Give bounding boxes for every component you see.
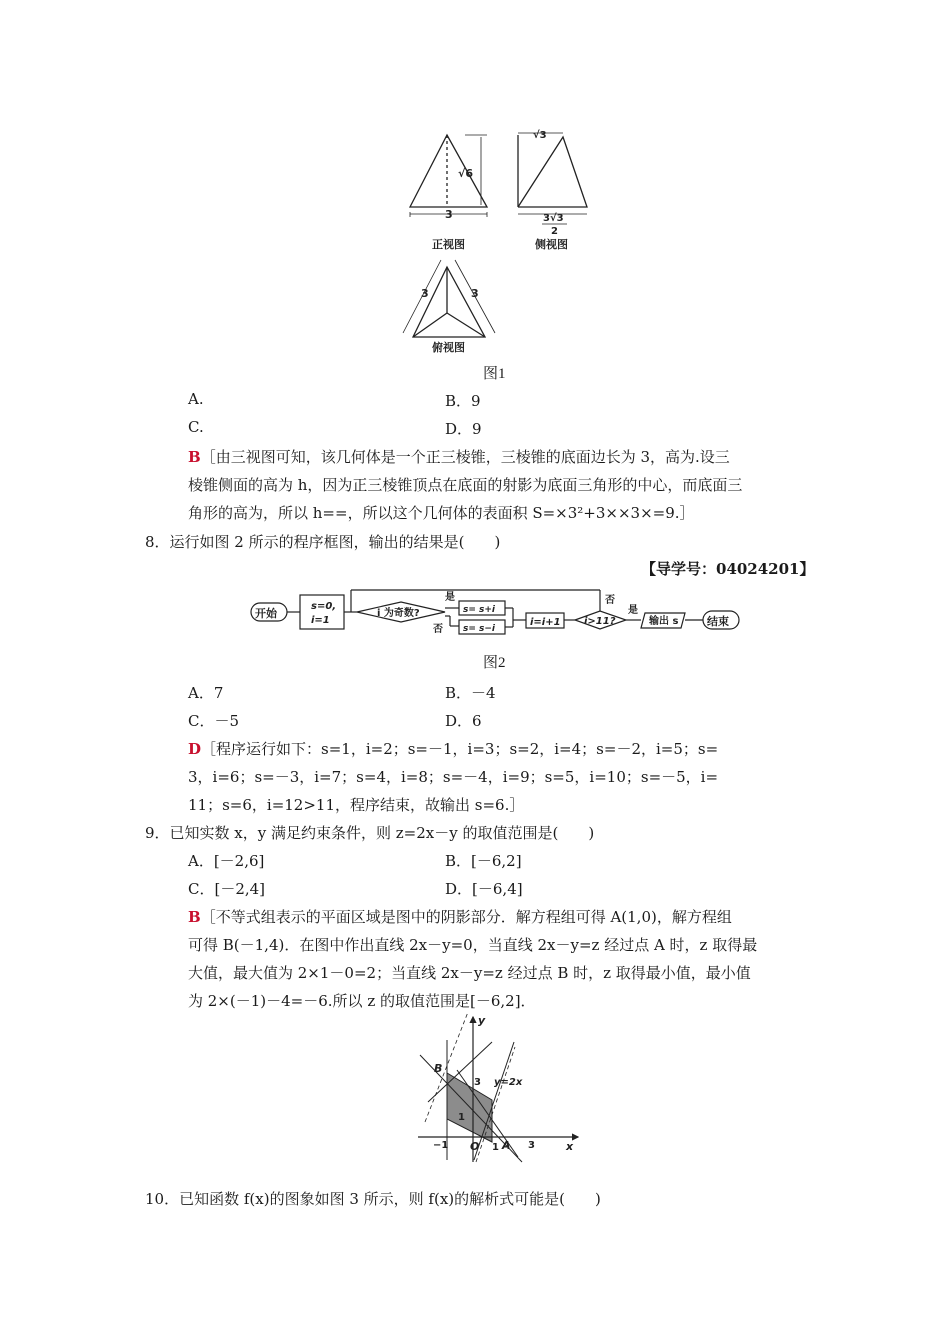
q8-option-c: C．－5 bbox=[188, 712, 240, 730]
q9-stem: 9．已知实数 x，y 满足约束条件，则 z=2x－y 的取值范围是( ) bbox=[145, 824, 595, 842]
figure-2-caption: 图2 bbox=[483, 655, 506, 671]
side-base-num: 3√3 bbox=[543, 213, 564, 224]
front-height-label: √6 bbox=[458, 167, 473, 180]
flow-sub: s= s−i bbox=[463, 624, 496, 634]
side-view-label: 侧视图 bbox=[535, 238, 568, 251]
q9-option-b: B．[－6,2] bbox=[445, 852, 522, 870]
graph-label-1x: 1 bbox=[492, 1142, 499, 1153]
q8-reference-number: 【导学号：04024201】 bbox=[641, 560, 815, 578]
top-right-label: 3 bbox=[471, 287, 479, 300]
q7-option-c: C. bbox=[188, 418, 204, 436]
q7-answer: B bbox=[188, 448, 201, 466]
side-view bbox=[518, 133, 587, 214]
flow-init-i: i=1 bbox=[311, 615, 330, 626]
graph-label-1y: 1 bbox=[458, 1112, 465, 1123]
top-left-label: 3 bbox=[421, 287, 429, 300]
q7-solution-line-2: 棱锥侧面的高为 h，因为正三棱锥顶点在底面的射影为底面三角形的中心，而底面三 bbox=[188, 476, 743, 494]
front-view-label: 正视图 bbox=[432, 238, 465, 251]
graph-label-a: A bbox=[502, 1139, 511, 1152]
side-top-label: √3 bbox=[533, 130, 547, 141]
side-base-den: 2 bbox=[551, 226, 558, 237]
q9-region-graph bbox=[410, 1012, 585, 1167]
flow-add: s= s+i bbox=[463, 605, 496, 615]
front-base-label: 3 bbox=[445, 208, 453, 221]
q8-solution-line-1: D［程序运行如下：s=1，i=2；s=－1，i=3；s=2，i=4；s=－2，i=5；s= bbox=[188, 740, 719, 758]
flow-yes2: 是 bbox=[628, 605, 638, 616]
top-view bbox=[403, 260, 495, 337]
q9-solution-line-2: 可得 B(－1,4)．在图中作出直线 2x－y=0，当直线 2x－y=z 经过点 A 时，z 取得最 bbox=[188, 936, 758, 954]
q8-stem: 8．运行如图 2 所示的程序框图，输出的结果是( ) bbox=[145, 533, 501, 551]
q7-option-d: D．9 bbox=[445, 420, 482, 438]
q7-solution-line-1: B［由三视图可知，该几何体是一个正三棱锥，三棱锥的底面边长为 3，高为.设三 bbox=[188, 448, 730, 466]
q9-option-d: D．[－6,4] bbox=[445, 880, 523, 898]
graph-label-b: B bbox=[434, 1062, 443, 1075]
q8-option-d: D．6 bbox=[445, 712, 482, 730]
top-view-label: 俯视图 bbox=[432, 341, 465, 354]
flow-no2: 否 bbox=[605, 595, 615, 606]
q8-answer: D bbox=[188, 740, 202, 758]
figure-2-flowchart bbox=[245, 585, 745, 640]
q8-option-b: B．－4 bbox=[445, 684, 496, 702]
q8-solution-line-2: 3，i=6；s=－3，i=7；s=4，i=8；s=－4，i=9；s=5，i=10；s=－5，i= bbox=[188, 768, 719, 786]
figure-1-three-views bbox=[395, 125, 595, 355]
q8-option-a: A．7 bbox=[188, 684, 224, 702]
q9-solution-line-3: 大值，最大值为 2×1－0=2；当直线 2x－y=z 经过点 B 时，z 取得最小值，最小值 bbox=[188, 964, 751, 982]
q9-option-c: C．[－2,4] bbox=[188, 880, 266, 898]
flow-yes1: 是 bbox=[445, 592, 455, 603]
flow-inc: i=i+1 bbox=[530, 617, 561, 628]
front-view bbox=[410, 135, 487, 217]
flow-cond1: i 为奇数? bbox=[377, 608, 420, 619]
q8-solution-line-3: 11；s=6，i=12>11，程序结束，故输出 s=6.］ bbox=[188, 796, 525, 814]
graph-label-x: x bbox=[566, 1140, 574, 1153]
graph-label-3y: 3 bbox=[474, 1077, 481, 1088]
graph-label-3x: 3 bbox=[528, 1140, 535, 1151]
flow-output: 输出 s bbox=[649, 616, 679, 627]
q9-solution-line-1: B［不等式组表示的平面区域是图中的阴影部分．解方程组可得 A(1,0)，解方程组 bbox=[188, 908, 732, 926]
figure-1-caption: 图1 bbox=[483, 366, 506, 382]
graph-label-o: O bbox=[470, 1140, 480, 1153]
flow-init-s: s=0, bbox=[311, 601, 337, 612]
q7-option-b: B．9 bbox=[445, 392, 481, 410]
q9-solution-line-4: 为 2×(－1)－4=－6.所以 z 的取值范围是[－6,2]． bbox=[188, 992, 536, 1010]
q9-option-a: A．[－2,6] bbox=[188, 852, 265, 870]
q7-solution-line-3: 角形的高为，所以 h==，所以这个几何体的表面积 S=×3²+3××3×=9.］ bbox=[188, 504, 695, 522]
graph-label-y: y bbox=[478, 1014, 486, 1027]
flow-end: 结束 bbox=[707, 615, 729, 628]
flow-cond2: i>11? bbox=[584, 616, 616, 627]
q7-option-a: A. bbox=[188, 390, 204, 408]
q10-stem: 10．已知函数 f(x)的图象如图 3 所示，则 f(x)的解析式可能是( ) bbox=[145, 1190, 601, 1208]
graph-label-neg1: −1 bbox=[433, 1140, 449, 1151]
q9-answer: B bbox=[188, 908, 201, 926]
graph-label-line: y=2x bbox=[494, 1077, 523, 1088]
flow-no1: 否 bbox=[433, 624, 443, 635]
flow-start: 开始 bbox=[255, 607, 277, 620]
